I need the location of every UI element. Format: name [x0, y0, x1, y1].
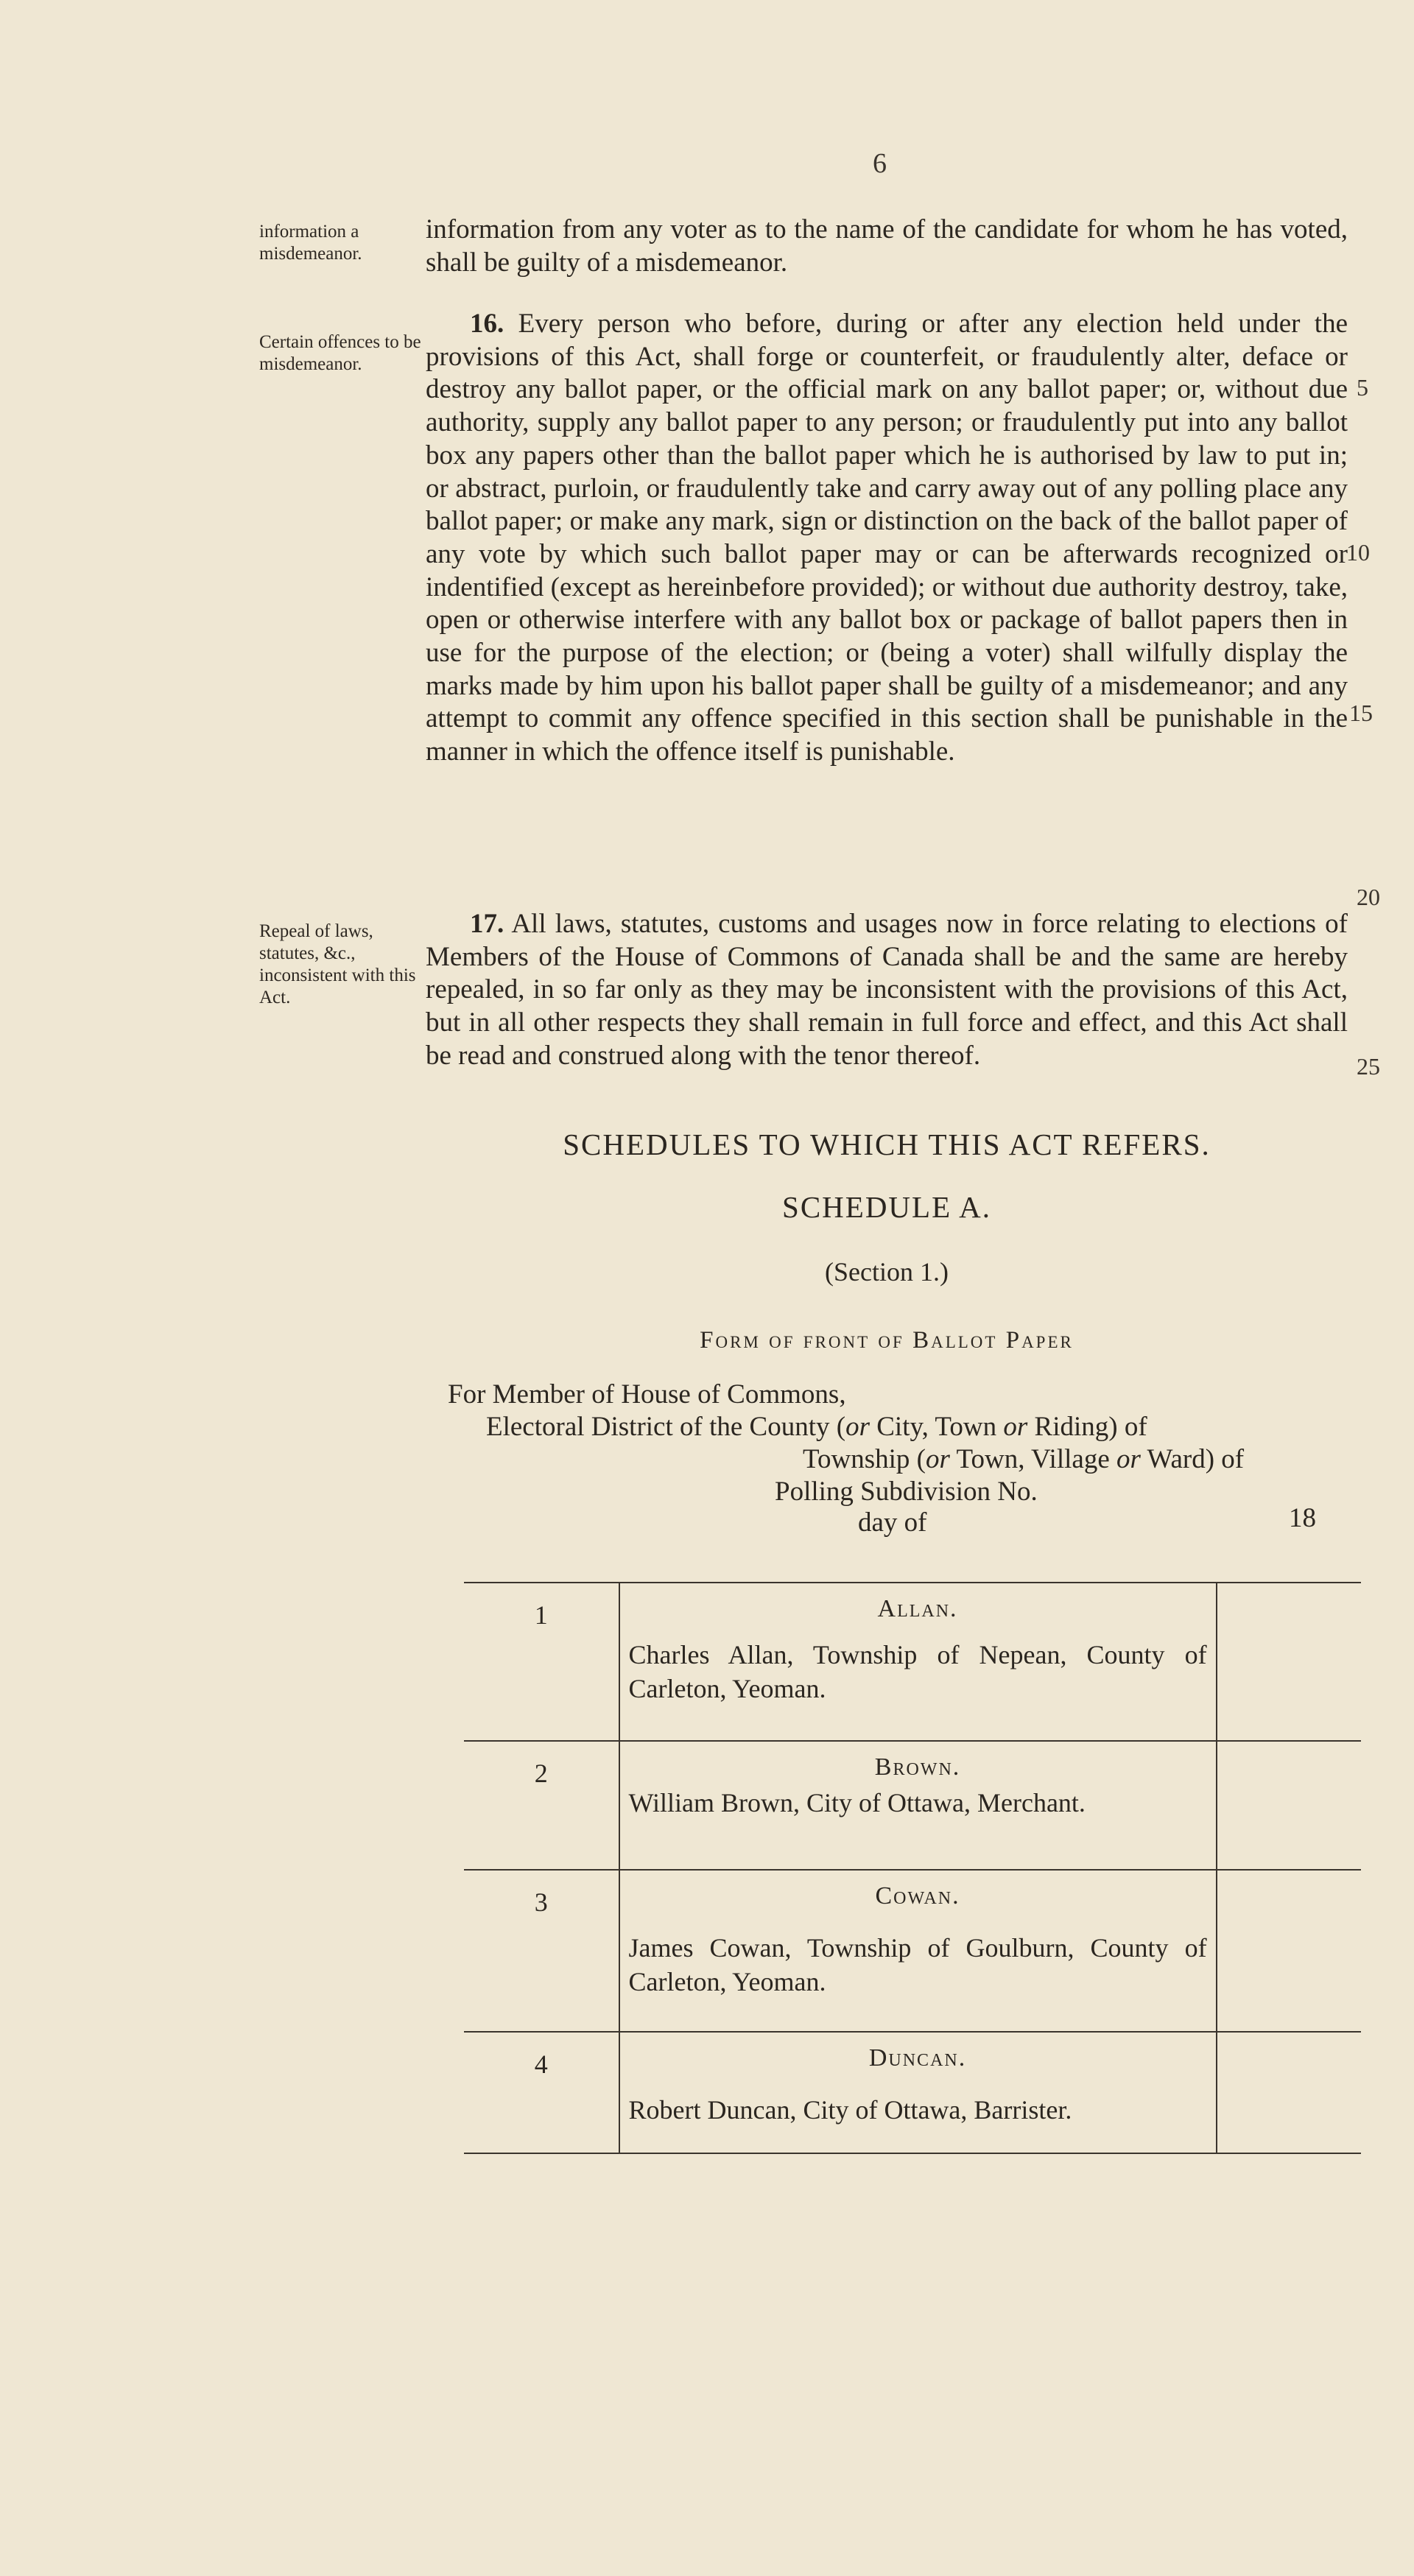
- candidate-surname: Cowan.: [875, 1882, 960, 1910]
- candidate-description: Charles Allan, Township of Nepean, County of Carleton, Yeoman.: [628, 1640, 1207, 1703]
- ballot-row: [464, 1741, 1361, 1870]
- ballot-row: [464, 2032, 1361, 2153]
- form-line-4: Polling Subdivision No.: [775, 1477, 1038, 1507]
- form-line-5-day: day of: [858, 1507, 927, 1538]
- ballot-mark-space: [1217, 1741, 1361, 1870]
- section-17-number: 17.: [470, 909, 504, 939]
- line-number-15: 15: [1349, 700, 1373, 726]
- ballot-mark-space: [1217, 1870, 1361, 2032]
- page-number: 6: [873, 148, 887, 179]
- ballot-candidate: [619, 1741, 1217, 1870]
- ballot-row: [464, 1583, 1361, 1741]
- line-number-10: 10: [1346, 539, 1370, 566]
- form-title: Form of front of Ballot Paper: [700, 1327, 1074, 1354]
- candidate-surname: Brown.: [874, 1753, 961, 1781]
- schedules-heading: SCHEDULES TO WHICH THIS ACT REFERS.: [563, 1127, 1211, 1161]
- ballot-row: [464, 1870, 1361, 2032]
- form-line-1: For Member of House of Commons,: [448, 1379, 846, 1410]
- ballot-paper-table: [464, 1582, 1361, 2154]
- continuation-text: information from any voter as to the name of the candidate for whom he has voted, shall be guilty of a misdemeanor.: [426, 214, 1348, 278]
- continuation-paragraph: [426, 214, 1348, 279]
- form-line-5-year: 18: [1289, 1503, 1316, 1533]
- margin-note-certain-offences: Certain offences to be misdemeanor.: [259, 332, 421, 374]
- section-16-text: Every person who before, during or after any election held under the provisions of this Act, shall forge or counterfeit, or fraudulently alter, deface or destroy any ballot paper, or the official mark on any ballot paper; or, without due authority, supply any ballot paper to any person; or fraudulently put into any ballot box any papers other than the ballot paper which he is authorised by law to put in; or abstract, purloin, or fraudulently take and carry away out of any polling place any ballot paper; or make any mark, sign or distinction on the back of the ballot paper of any vote by which such ballot paper may or can be afterwards recognized or indentified (except as hereinbefore provided); or without due authority destroy, take, open or otherwise interfere with any ballot box or package of ballot papers then in use for the purpose of the election; or (being a voter) shall wilfully display the marks made by him upon his ballot paper shall be guilty of a misdemeanor; and any attempt to commit any offence specified in this section shall be punishable in the manner in which the offence itself is punishable.: [426, 309, 1348, 767]
- candidate-surname: Duncan.: [868, 2044, 967, 2072]
- section-17-text: All laws, statutes, customs and usages now in force relating to elections of Members of the House of Commons of Canada shall be and the same are hereby repealed, in so far only as they may be inconsistent with the provisions of this Act, but in all other respects they shall remain in full force and effect, and this Act shall be read and construed along with the tenor thereof.: [426, 909, 1348, 1071]
- form-line-3: Township (or Town, Village or Ward) of: [803, 1444, 1245, 1474]
- section-reference: (Section 1.): [825, 1257, 949, 1287]
- candidate-description: Robert Duncan, City of Ottawa, Barrister.: [628, 2095, 1072, 2125]
- ballot-candidate: [619, 2032, 1217, 2153]
- line-number-25: 25: [1357, 1053, 1380, 1080]
- ballot-row-number: 4: [464, 2032, 619, 2153]
- ballot-mark-space: [1217, 2032, 1361, 2153]
- ballot-mark-space: [1217, 1583, 1361, 1741]
- form-line-2: Electoral District of the County (or City, Town or Riding) of: [486, 1412, 1147, 1442]
- ballot-row-number: 1: [464, 1583, 619, 1741]
- ballot-row-number: 2: [464, 1741, 619, 1870]
- margin-note-repeal: Repeal of laws, statutes, &c., inconsistent with this Act.: [259, 921, 416, 1007]
- section-16-number: 16.: [470, 309, 504, 339]
- schedule-a-heading: SCHEDULE A.: [782, 1190, 991, 1224]
- ballot-candidate: [619, 1870, 1217, 2032]
- section-17: [426, 908, 1348, 1073]
- candidate-description: James Cowan, Township of Goulburn, County of Carleton, Yeoman.: [628, 1933, 1207, 1996]
- section-16: [426, 308, 1348, 769]
- candidate-surname: Allan.: [877, 1595, 958, 1622]
- ballot-candidate: [619, 1583, 1217, 1741]
- ballot-row-number: 3: [464, 1870, 619, 2032]
- line-number-5: 5: [1357, 374, 1368, 401]
- margin-note-information: information a misdemeanor.: [259, 222, 362, 264]
- candidate-description: William Brown, City of Ottawa, Merchant.: [628, 1788, 1086, 1817]
- line-number-20: 20: [1357, 884, 1380, 910]
